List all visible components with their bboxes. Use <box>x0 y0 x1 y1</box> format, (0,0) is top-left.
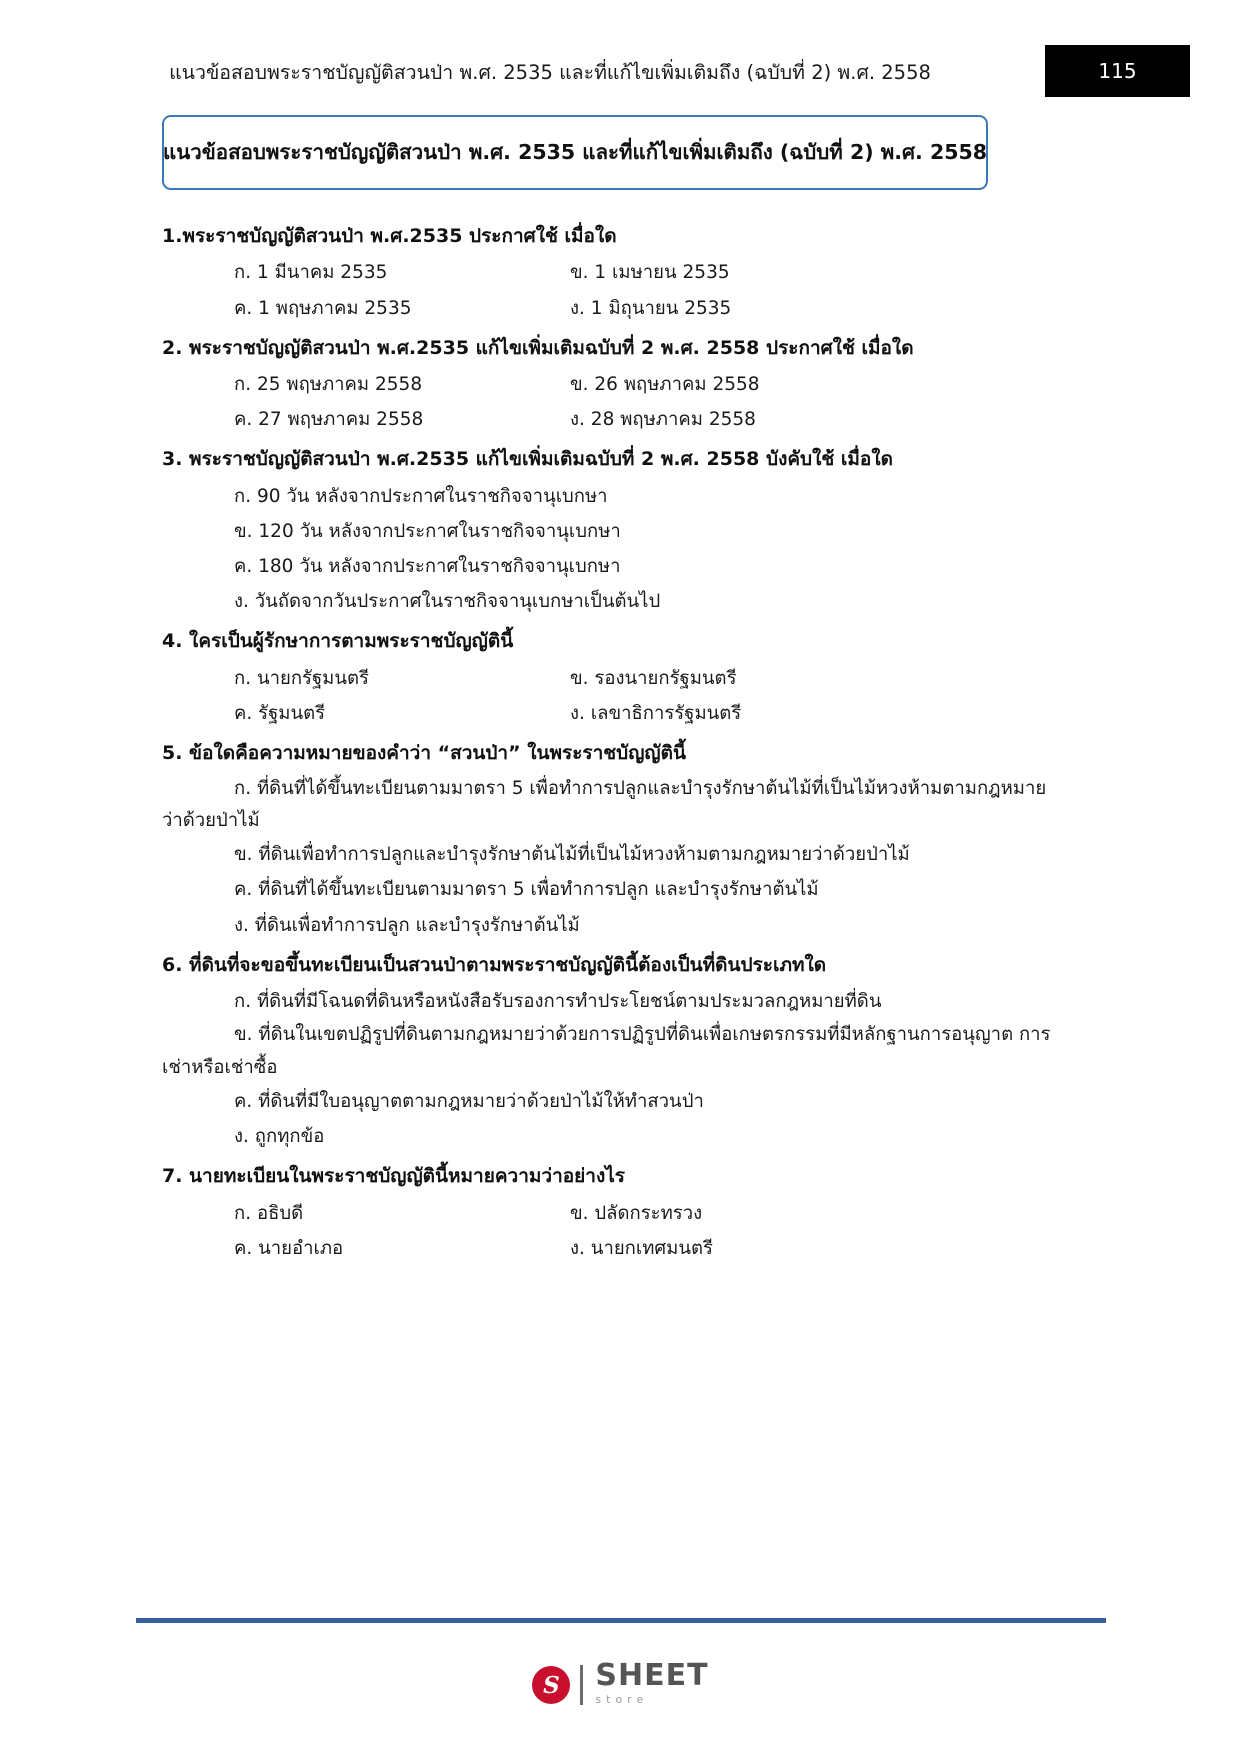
question-item <box>162 951 1062 1155</box>
question-item <box>162 739 1062 943</box>
question-item <box>162 445 1062 619</box>
choice-option[interactable]: ค. 1 พฤษภาคม 2535 <box>234 297 412 319</box>
choice-group <box>162 1196 1062 1266</box>
choice-option[interactable]: ข. 26 พฤษภาคม 2558 <box>570 374 760 396</box>
choice-group <box>162 661 1062 731</box>
choice-group <box>162 367 1062 437</box>
choice-option[interactable]: ค. 180 วัน หลังจากประกาศในราชกิจจานุเบกษา <box>234 556 621 578</box>
choice-group <box>162 773 1062 943</box>
choice-option[interactable]: ง. วันถัดจากวันประกาศในราชกิจจานุเบกษาเป็นต้นไป <box>234 591 661 613</box>
question-list <box>162 214 1062 1266</box>
choice-option[interactable]: ก. 90 วัน หลังจากประกาศในราชกิจจานุเบกษา <box>234 485 608 507</box>
choice-option[interactable]: ก. นายกรัฐมนตรี <box>234 667 369 689</box>
question-item <box>162 1162 1062 1266</box>
question-text: 3. พระราชบัญญัติสวนป่า พ.ศ.2535 แก้ไขเพิ่มเติมฉบับที่ 2 พ.ศ. 2558 บังคับใช้ เมื่อใด <box>162 448 893 471</box>
question-text: 6. ที่ดินที่จะขอขึ้นทะเบียนเป็นสวนป่าตามพระราชบัญญัตินี้ต้องเป็นที่ดินประเภทใด <box>162 953 827 976</box>
choice-row <box>162 1196 1062 1231</box>
logo-subtitle: store <box>595 1693 649 1707</box>
choice-option[interactable]: ข. ที่ดินเพื่อทำการปลูกและบำรุงรักษาต้นไม้ที่เป็นไม้หวงห้ามตามกฎหมายว่าด้วยป่าไม้ <box>234 844 910 866</box>
choice-option[interactable]: ก. อธิบดี <box>234 1202 304 1224</box>
footer-divider <box>136 1618 1106 1623</box>
page-number: 115 <box>1098 59 1137 83</box>
choice-option[interactable]: ง. 28 พฤษภาคม 2558 <box>570 409 756 431</box>
choice-option[interactable]: ค. รัฐมนตรี <box>234 703 326 725</box>
choice-row <box>162 1231 1062 1266</box>
exam-title-box <box>162 115 988 190</box>
choice-option[interactable]: ก. 25 พฤษภาคม 2558 <box>234 374 423 396</box>
choice-option[interactable]: ข. ที่ดินในเขตปฏิรูปที่ดินตามกฎหมายว่าด้วยการปฏิรูปที่ดินเพื่อเกษตรกรรมที่มีหลักฐานการอนุญาต การเช่าหรือเช่าซื้อ <box>162 1024 1051 1078</box>
question-text: 4. ใครเป็นผู้รักษาการตามพระราชบัญญัตินี้ <box>162 630 514 653</box>
footer-logo <box>0 1650 1241 1720</box>
choice-row <box>162 291 1062 326</box>
logo-divider <box>580 1665 583 1705</box>
choice-row <box>162 696 1062 731</box>
logo-wordmark <box>595 1658 709 1709</box>
choice-option[interactable]: ก. ที่ดินที่มีโฉนดที่ดินหรือหนังสือรับรองการทำประโยชน์ตามประมวลกฎหมายที่ดิน <box>234 991 882 1013</box>
choice-option[interactable]: ค. ที่ดินที่ได้ขึ้นทะเบียนตามมาตรา 5 เพื่อทำการปลูก และบำรุงรักษาต้นไม้ <box>234 879 819 901</box>
choice-group <box>162 255 1062 325</box>
choice-row <box>162 255 1062 290</box>
question-text: 7. นายทะเบียนในพระราชบัญญัตินี้หมายความว่าอย่างไร <box>162 1165 625 1188</box>
choice-option[interactable]: ค. ที่ดินที่มีใบอนุญาตตามกฎหมายว่าด้วยป่าไม้ให้ทำสวนป่า <box>234 1091 704 1113</box>
question-item <box>162 222 1062 326</box>
choice-option[interactable]: ง. ที่ดินเพื่อทำการปลูก และบำรุงรักษาต้นไม้ <box>234 914 580 936</box>
question-text: 2. พระราชบัญญัติสวนป่า พ.ศ.2535 แก้ไขเพิ่มเติมฉบับที่ 2 พ.ศ. 2558 ประกาศใช้ เมื่อใด <box>162 336 914 359</box>
choice-row <box>162 367 1062 402</box>
exam-title: แนวข้อสอบพระราชบัญญัติสวนป่า พ.ศ. 2535 และที่แก้ไขเพิ่มเติมถึง (ฉบับที่ 2) พ.ศ. 2558 <box>163 140 988 164</box>
question-item <box>162 627 1062 731</box>
choice-option[interactable]: ข. ปลัดกระทรวง <box>570 1202 703 1224</box>
choice-option[interactable]: ง. เลขาธิการรัฐมนตรี <box>570 703 742 725</box>
choice-row <box>162 661 1062 696</box>
choice-option[interactable]: ค. นายอำเภอ <box>234 1237 344 1259</box>
choice-option[interactable]: ข. รองนายกรัฐมนตรี <box>570 667 737 689</box>
choice-option[interactable]: ก. 1 มีนาคม 2535 <box>234 262 388 284</box>
page-header <box>0 45 1241 97</box>
choice-option[interactable]: ข. 120 วัน หลังจากประกาศในราชกิจจานุเบกษา <box>234 521 621 543</box>
choice-row <box>162 402 1062 437</box>
choice-option[interactable]: ง. 1 มิถุนายน 2535 <box>570 297 732 319</box>
sheet-store-logo-icon: S <box>532 1666 570 1704</box>
question-text: 5. ข้อใดคือความหมายของคำว่า “สวนป่า” ในพระราชบัญญัตินี้ <box>162 742 686 765</box>
choice-option[interactable]: ค. 27 พฤษภาคม 2558 <box>234 409 424 431</box>
choice-option[interactable]: ข. 1 เมษายน 2535 <box>570 262 730 284</box>
choice-option[interactable]: ก. ที่ดินที่ได้ขึ้นทะเบียนตามมาตรา 5 เพื่อทำการปลูกและบำรุงรักษาต้นไม้ที่เป็นไม้หวงห้ามตามกฎหมายว่าด้วยป่าไม้ <box>162 777 1047 831</box>
question-text: 1.พระราชบัญญัติสวนป่า พ.ศ.2535 ประกาศใช้ เมื่อใด <box>162 225 617 247</box>
running-title: แนวข้อสอบพระราชบัญญัติสวนป่า พ.ศ. 2535 และที่แก้ไขเพิ่มเติมถึง (ฉบับที่ 2) พ.ศ. 2558 <box>169 61 931 84</box>
logo-name: SHEET <box>595 1658 709 1694</box>
question-item <box>162 334 1062 438</box>
choice-option[interactable]: ง. ถูกทุกข้อ <box>234 1126 325 1148</box>
choice-option[interactable]: ง. นายกเทศมนตรี <box>570 1237 713 1259</box>
choice-group <box>162 984 1062 1154</box>
choice-group <box>162 479 1062 620</box>
